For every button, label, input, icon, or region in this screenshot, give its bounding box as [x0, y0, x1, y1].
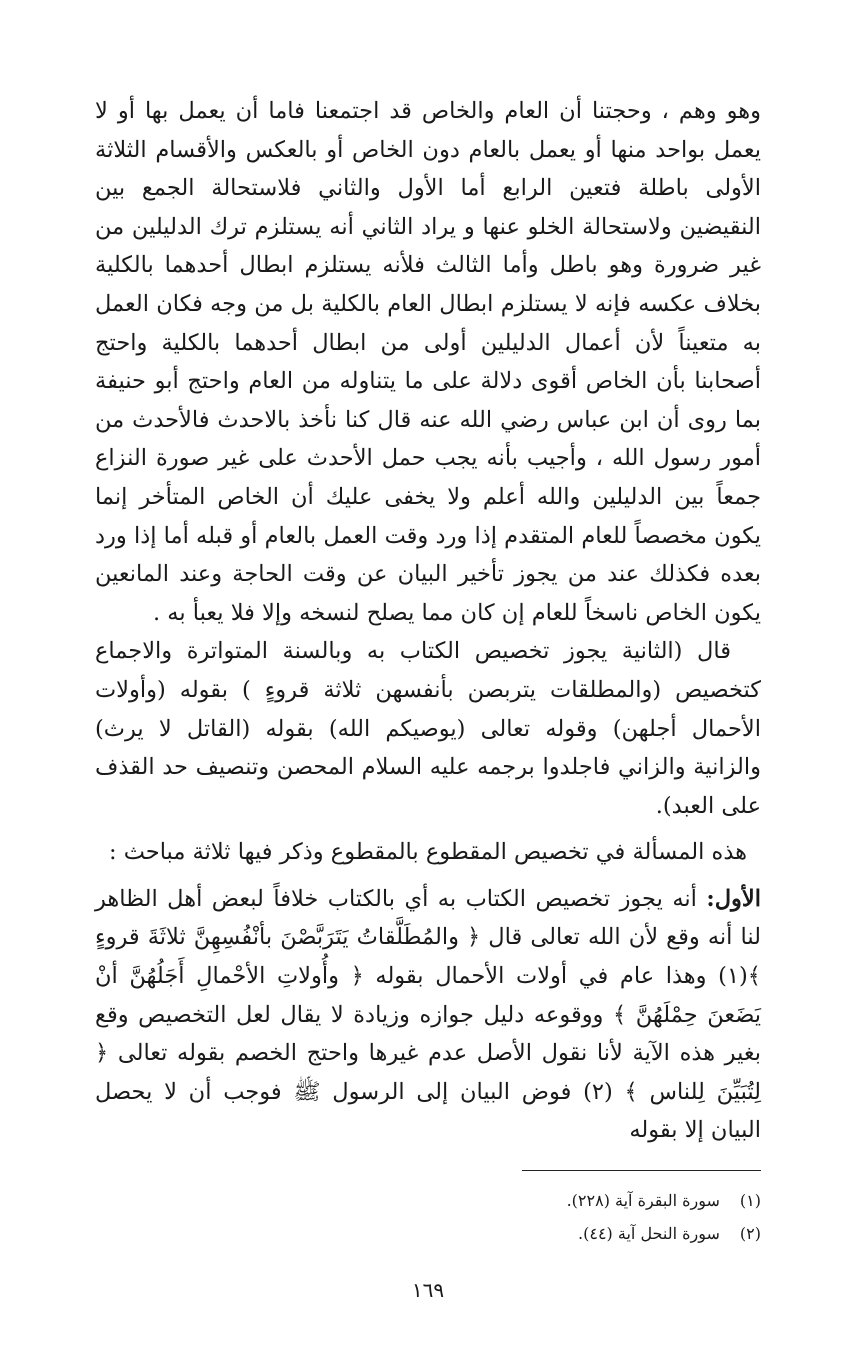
paragraph-3: هذه المسألة في تخصيص المقطوع بالمقطوع وذكر فيها ثلاثة مباحث : [108, 839, 748, 866]
footnote-text: سورة البقرة آية (٢٢٨). [566, 1191, 720, 1210]
section-label: الأول: [706, 885, 761, 912]
main-text [95, 92, 761, 1150]
page-number: ١٦٩ [411, 1278, 445, 1302]
footnotes [361, 1184, 761, 1250]
footnote-text: سورة النحل آية (٤٤). [578, 1224, 720, 1243]
paragraph-2: قال (الثانية يجوز تخصيص الكتاب به وبالسنة المتواترة والاجماع كتخصيص (والمطلقات يتربصن بأنفسهن ثلاثة قروءٍ ) بقوله (وأولات الأحمال أجلهن) وقوله تعالى (يوصيكم الله) بقوله (القاتل لا يرث) والزانية والزاني فاجلدوا برجمه عليه السلام المحصن وتنصيف حد القذف على العبد). [95, 638, 761, 819]
footnote-number: (١) [739, 1191, 761, 1210]
paragraph-1: وهو وهم ، وحجتنا أن العام والخاص قد اجتمعنا فاما أن يعمل بها أو لا يعمل بواحد منها أو يعمل بالعام دون الخاص أو بالعكس والأقسام الثلاثة الأولى باطلة فتعين الرابع أما الأول والثاني فلاستحالة الجمع بين النقيضين ولاستحالة الخلو عنها و يراد الثاني أنه يستلزم ترك الدليلين من غير ضرورة وهو باطل وأما الثالث فلأنه يستلزم ابطال أحدهما بالكلية بخلاف عكسه فإنه لا يستلزم ابطال العام بالكلية بل من وجه فكان العمل به متعيناً لأن أعمال الدليلين أولى من ابطال أحدهما بالكلية واحتج أصحابنا بأن الخاص أقوى دلالة على ما يتناوله من العام واحتج أبو حنيفة بما روى أن ابن عباس رضي الله عنه قال كنا نأخذ بالاحدث فالأحدث من أمور رسول الله ، وأجيب بأنه يجب حمل الأحدث على غير صورة النزاع جمعاً بين الدليلين والله أعلم ولا يخفى عليك أن الخاص المتأخر إنما يكون مخصصاً للعام المتقدم إذا ورد وقت العمل بالعام أو قبله أما إذا ورد بعده فكذلك عند من يجوز تأخير البيان عن وقت الحاجة وعند المانعين يكون الخاص ناسخاً للعام إن كان مما يصلح لنسخه وإلا فلا يعبأ به . [95, 98, 761, 626]
page-body [95, 92, 761, 1150]
paragraph-4-text: أنه يجوز تخصيص الكتاب به أي بالكتاب خلافاً لبعض أهل الظاهر لنا أنه وقع لأن الله تعالى قال ﴿ والمُطَلَّقاتُ يَتَرَبَّصْنَ بأنْفُسِهِنَّ ثلاثَةَ قروءٍ ﴾(١) وهذا عام في أولات الأحمال بقوله ﴿ وأُولاتِ الأحْمالِ أَجَلُهُنَّ أنْ يَضَعنَ حِمْلَهُنَّ ﴾ ووقوعه دليل جوازه وزيادة لا يقال لعل التخصيص وقع بغير هذه الآية لأنا نقول الأصل عدم غيرها واحتج الخصم بقوله تعالى ﴿ لِتُبَيِّنَ لِلناس ﴾ (٢) فوض البيان إلى الرسول ﷺ فوجب أن لا يحصل البيان إلا بقوله [95, 885, 762, 1144]
footnote-2 [361, 1217, 761, 1250]
footnote-1 [361, 1184, 761, 1217]
footnote-divider [522, 1170, 761, 1171]
footnote-number: (٢) [739, 1224, 761, 1243]
paragraph-4 [95, 880, 761, 1150]
